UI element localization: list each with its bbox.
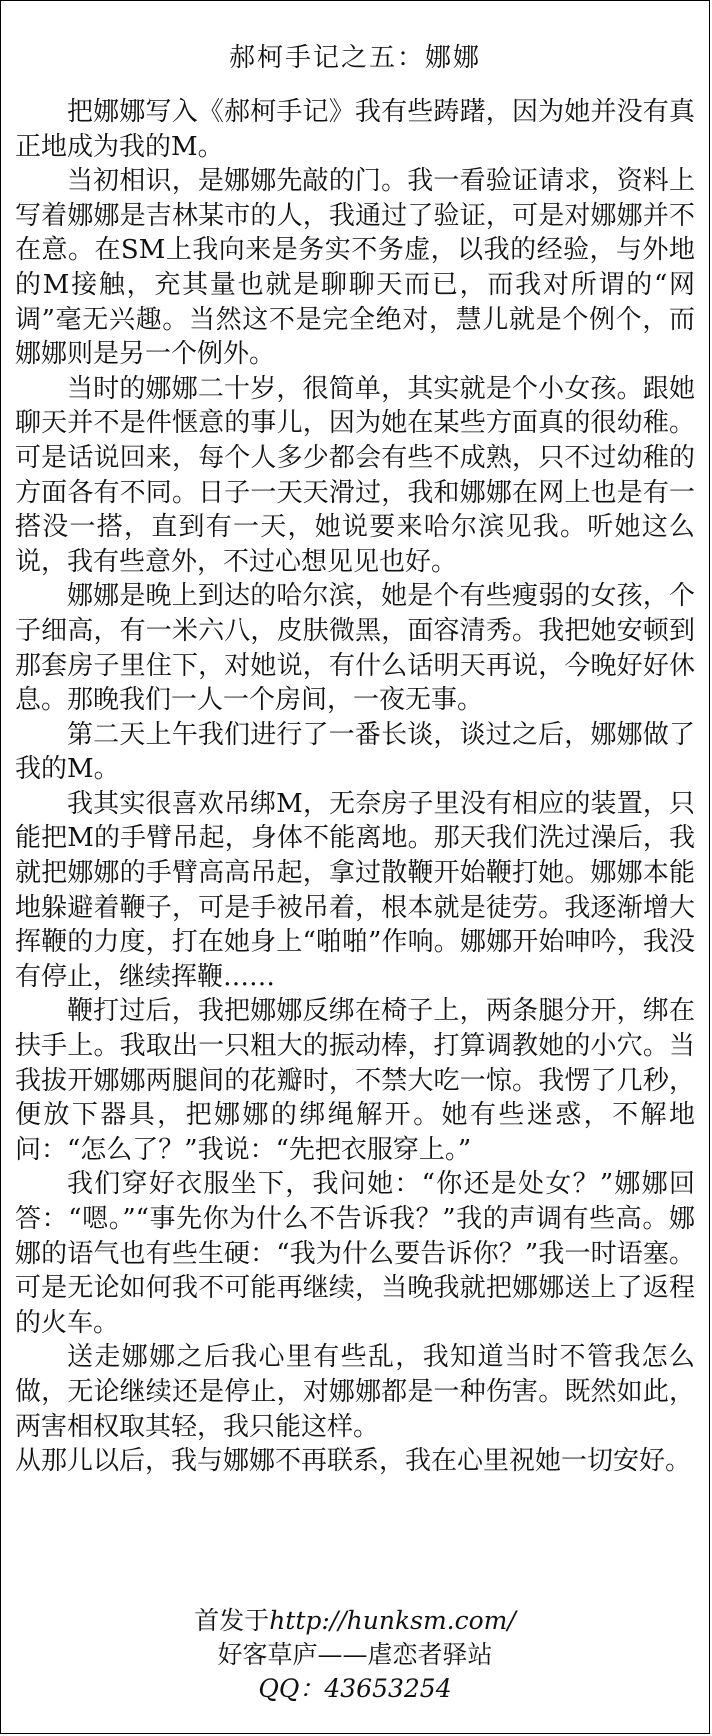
- first-published-prefix: 首发于: [194, 1606, 270, 1635]
- paragraph: 第二天上午我们进行了一番长谈，谈过之后，娜娜做了我的M。: [15, 719, 695, 785]
- qq-line: [1, 1672, 709, 1706]
- first-published-line: [1, 1604, 709, 1638]
- qq-label: QQ：: [258, 1674, 325, 1703]
- qq-number: 43653254: [324, 1674, 452, 1703]
- paragraph: 当初相识，是娜娜先敲的门。我一看验证请求，资料上写着娜娜是吉林某市的人，我通过了验证，可是对娜娜并不在意。在SM上我向来是务实不务虚，以我的经验，与外地的M接触，充其量也就是聊聊天而已，而我对所谓的“网调”毫无兴趣。当然这不是完全绝对，慧儿就是个例个，而娜娜则是另一个例外。: [15, 166, 695, 370]
- paragraph: 我们穿好衣服坐下，我问她：“你还是处女？”娜娜回答：“嗯。”“事先你为什么不告诉我？”我的声调有些高。娜娜的语气也有些生硬：“我为什么要告诉你？”我一时语塞。可是无论如何我不可能再继续，当晚我就把娜娜送上了返程的火车。: [15, 1169, 695, 1338]
- document-body: [15, 95, 695, 1479]
- paragraph: 从那儿以后，我与娜娜不再联系，我在心里祝她一切安好。: [15, 1446, 692, 1477]
- document-footer: [1, 1604, 709, 1706]
- site-name: 好客草庐——虐恋者驿站: [217, 1640, 493, 1669]
- paragraph: 鞭打过后，我把娜娜反绑在椅子上，两条腿分开，绑在扶手上。我取出一只粗大的振动棒，打算调教她的小穴。当我拔开娜娜两腿间的花瓣时，不禁大吃一惊。我愣了几秒，便放下器具，把娜娜的绑绳解开。她有些迷惑，不解地问：“怎么了？”我说：“先把衣服穿上。”: [15, 996, 695, 1165]
- paragraph: 娜娜是晚上到达的哈尔滨，她是个有些瘦弱的女孩，个子细高，有一米六八，皮肤微黑，面容清秀。我把她安顿到那套房子里住下，对她说，有什么话明天再说，今晚好好休息。那晚我们一人一个房间，一夜无事。: [15, 581, 695, 716]
- first-published-url: http://hunksm.com/: [269, 1606, 516, 1635]
- paragraph: 我其实很喜欢吊绑M，无奈房子里没有相应的装置，只能把M的手臂吊起，身体不能离地。那天我们洗过澡后，我就把娜娜的手臂高高吊起，拿过散鞭开始鞭打她。娜娜本能地躲避着鞭子，可是手被吊着，根本就是徒劳。我逐渐增大挥鞭的力度，打在她身上“啪啪”作响。娜娜开始呻吟，我没有停止，继续挥鞭……: [15, 788, 695, 992]
- paragraph: 把娜娜写入《郝柯手记》我有些踌躇，因为她并没有真正地成为我的M。: [15, 97, 695, 162]
- document-title: 郝柯手记之五：娜娜: [228, 43, 481, 73]
- paragraph: 当时的娜娜二十岁，很简单，其实就是个小女孩。跟她聊天并不是件惬意的事儿，因为她在某些方面真的很幼稚。可是话说回来，每个人多少都会有些不成熟，只不过幼稚的方面各有不同。日子一天天滑过，我和娜娜在网上也是有一搭没一搭，直到有一天，她说要来哈尔滨见我。听她这么说，我有些意外，不过心想见见也好。: [15, 373, 695, 577]
- paragraph: 送走娜娜之后我心里有些乱，我知道当时不管我怎么做，无论继续还是停止，对娜娜都是一种伤害。既然如此，两害相权取其轻，我只能这样。: [15, 1342, 695, 1442]
